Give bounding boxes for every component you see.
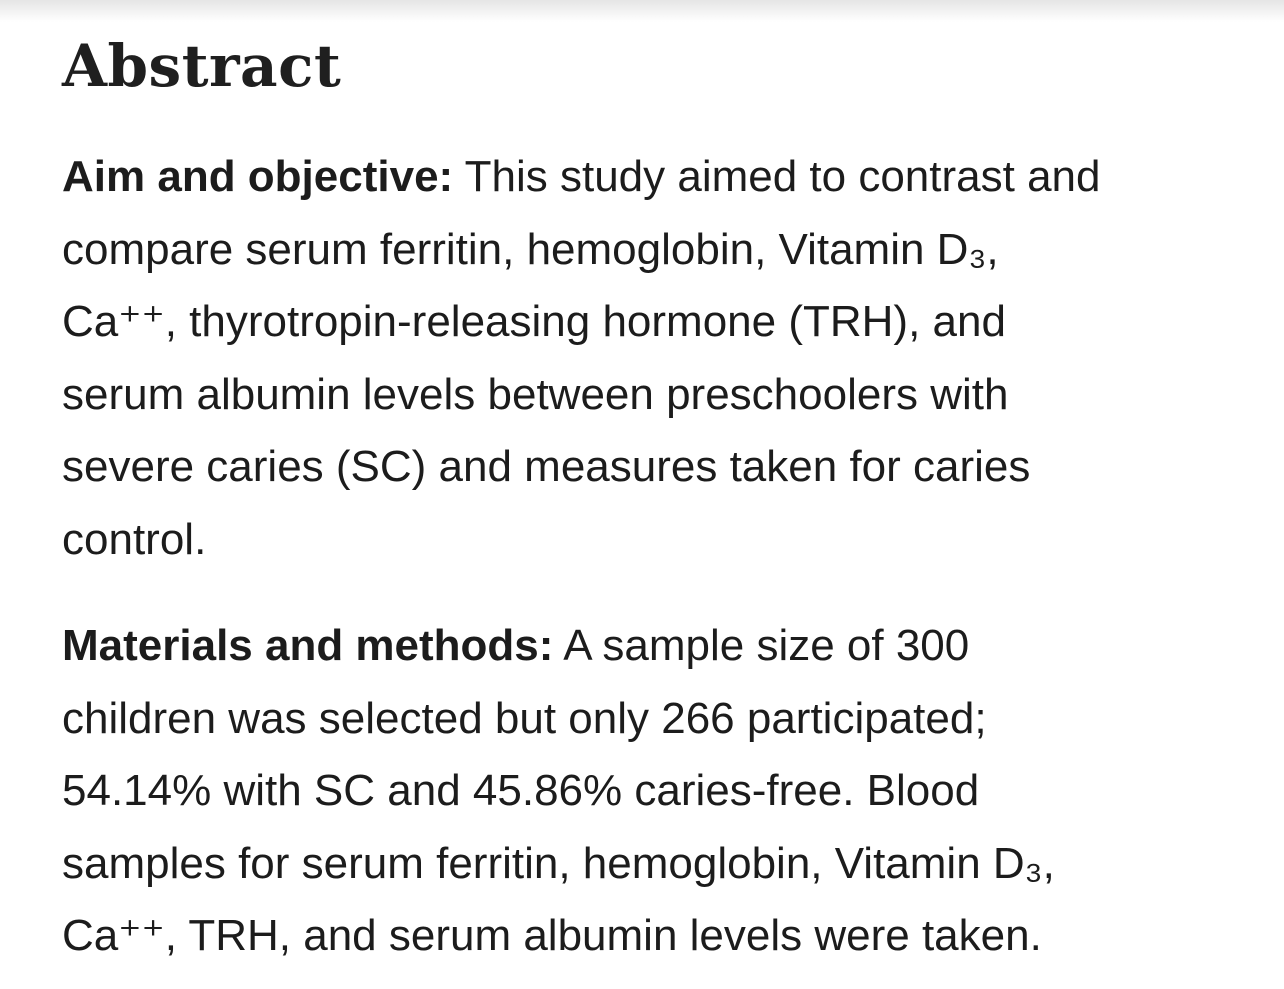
methods-label: Materials and methods: [62,621,554,670]
abstract-container [62,26,1262,960]
aim-text: This study aimed to contrast and compare serum ferritin, hemoglobin, Vitamin D₃, Ca⁺⁺, thyrotropin-releasing hormone (TRH), and serum albumin levels between preschoolers with severe caries (SC) and measures taken for caries control. [62,152,1101,564]
aim-paragraph [62,141,1262,576]
top-shadow [0,0,1284,22]
methods-text: A sample size of 300 children was selected but only 266 participated; 54.14% with SC and 45.86% caries-free. Blood samples for serum ferritin, hemoglobin, Vitamin D₃, Ca⁺⁺, TRH, and serum albumin levels were taken. [62,621,1055,960]
abstract-heading: Abstract [62,32,342,100]
methods-paragraph [62,610,1262,973]
aim-label: Aim and objective: [62,152,454,201]
